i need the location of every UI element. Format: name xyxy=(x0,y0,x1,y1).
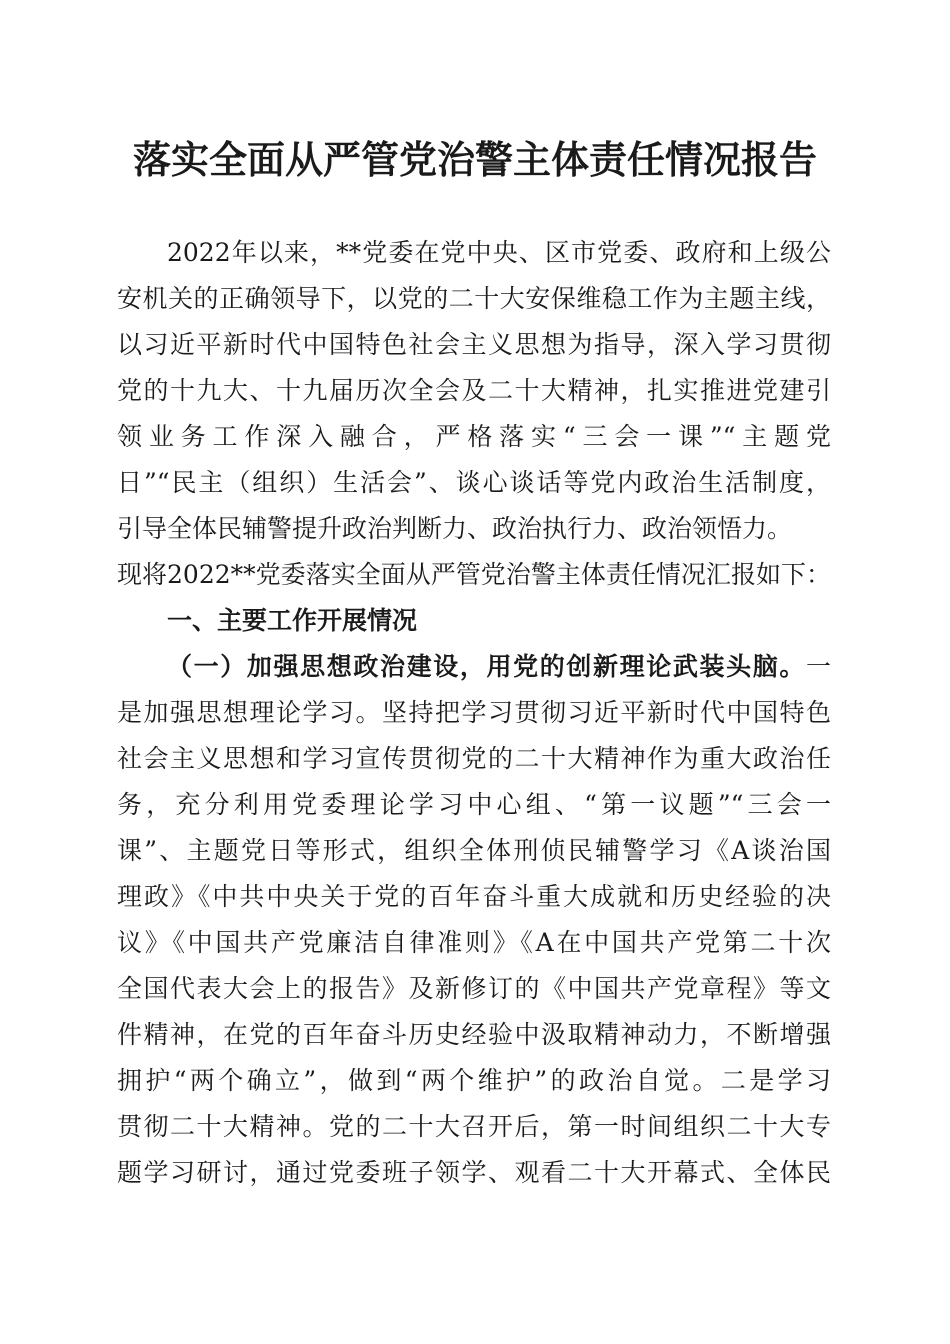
body-line: 务，充分利用党委理论学习中心组、“第一议题”“三会一 xyxy=(117,790,831,819)
document-title: 落实全面从严管党治警主体责任情况报告 xyxy=(132,137,817,182)
intro-line: 党的十九大、十九届历次全会及二十大精神，扎实推进党建引 xyxy=(117,376,831,405)
body-line: 是加强思想理论学习。坚持把学习贯彻习近平新时代中国特色 xyxy=(117,698,831,727)
subsection-heading: （一）加强思想政治建设，用党的创新理论武装头脑。 xyxy=(167,652,806,681)
intro-line: 以习近平新时代中国特色社会主义思想为指导，深入学习贯彻 xyxy=(117,330,831,359)
intro-line: 现将2022**党委落实全面从严管党治警主体责任情况汇报如下： xyxy=(117,560,831,589)
intro-line: 领业务工作深入融合，严格落实“三会一课”“主题党 xyxy=(117,422,831,451)
intro-line: 2022年以来，**党委在党中央、区市党委、政府和上级公 xyxy=(167,238,831,267)
intro-line: 日”“民主（组织）生活会”、谈心谈话等党内政治生活制度， xyxy=(117,468,831,497)
body-line: 社会主义思想和学习宣传贯彻党的二十大精神作为重大政治任 xyxy=(117,744,831,773)
body-line: 贯彻二十大精神。党的二十大召开后，第一时间组织二十大专 xyxy=(117,1112,831,1141)
body-line: 理政》《中共中央关于党的百年奋斗重大成就和历史经验的决 xyxy=(117,882,831,911)
intro-line: 安机关的正确领导下，以党的二十大安保维稳工作为主题主线， xyxy=(117,284,831,313)
body-line: 题学习研讨，通过党委班子领学、观看二十大开幕式、全体民 xyxy=(117,1158,831,1187)
body-line: 全国代表大会上的报告》及新修订的《中国共产党章程》等文 xyxy=(117,974,831,1003)
body-line: 课”、主题党日等形式，组织全体刑侦民辅警学习《A谈治国 xyxy=(117,836,831,865)
body-line: 议》《中国共产党廉洁自律准则》《A在中国共产党第二十次 xyxy=(117,928,831,957)
body-line: 拥护“两个确立”，做到“两个维护”的政治自觉。二是学习 xyxy=(117,1066,831,1095)
body-line: 件精神，在党的百年奋斗历史经验中汲取精神动力，不断增强 xyxy=(117,1020,831,1049)
section-heading: 一、主要工作开展情况 xyxy=(167,606,418,635)
intro-line: 引导全体民辅警提升政治判断力、政治执行力、政治领悟力。 xyxy=(117,514,793,543)
subsection-tail: 一 xyxy=(805,652,831,681)
subsection-line xyxy=(167,644,831,690)
